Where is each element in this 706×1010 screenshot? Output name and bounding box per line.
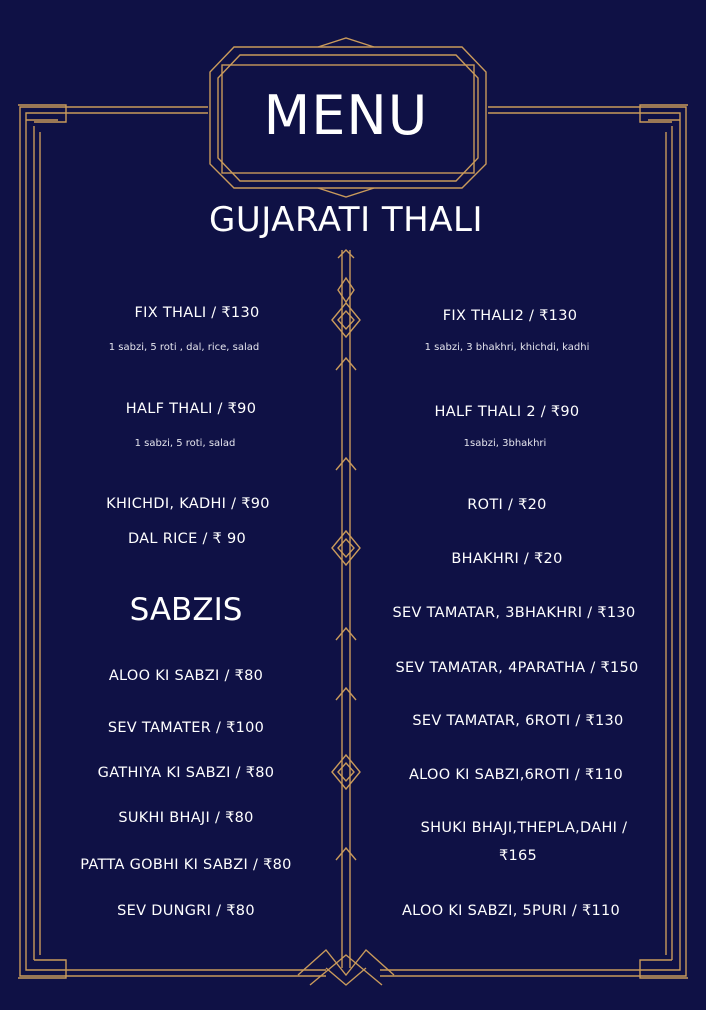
menu-item-name: FIX THALI / ₹130 — [134, 305, 260, 321]
menu-item-price: ₹165 — [498, 848, 538, 864]
menu-item-name: ALOO KI SABZI, 5PURI / ₹110 — [401, 903, 621, 919]
menu-item-name: BHAKHRI / ₹20 — [451, 551, 563, 567]
menu-item-name: SEV TAMATAR, 3BHAKHRI / ₹130 — [392, 605, 636, 621]
sabzi-item: GATHIYA KI SABZI / ₹80 — [97, 765, 275, 781]
sabzis-title: SABZIS — [129, 592, 243, 628]
menu-title: MENU — [263, 84, 429, 147]
menu-item-name: ALOO KI SABZI,6ROTI / ₹110 — [408, 767, 624, 783]
menu-item-name: DAL RICE / ₹ 90 — [127, 531, 247, 547]
menu-item-name: FIX THALI2 / ₹130 — [442, 308, 578, 324]
menu-item-desc: 1 sabzi, 5 roti, salad — [134, 438, 236, 449]
menu-item-name: SHUKI BHAJI,THEPLA,DAHI / — [420, 820, 628, 836]
menu-item-name: ROTI / ₹20 — [467, 497, 547, 513]
sabzi-item: SEV TAMATER / ₹100 — [107, 720, 265, 736]
sabzi-item: SUKHI BHAJI / ₹80 — [118, 810, 254, 826]
sabzi-item: ALOO KI SABZI / ₹80 — [108, 668, 264, 684]
menu-item-name: SEV TAMATAR, 4PARATHA / ₹150 — [395, 660, 639, 676]
section-title: GUJARATI THALI — [209, 200, 483, 240]
menu-item-name: HALF THALI 2 / ₹90 — [434, 404, 580, 420]
menu-item-desc: 1 sabzi, 3 bhakhri, khichdi, kadhi — [424, 342, 590, 353]
menu-item-name: KHICHDI, KADHI / ₹90 — [106, 496, 270, 512]
menu-item-desc: 1 sabzi, 5 roti , dal, rice, salad — [108, 342, 260, 353]
menu-item-name: SEV TAMATAR, 6ROTI / ₹130 — [412, 713, 624, 729]
menu-item-name: HALF THALI / ₹90 — [125, 401, 257, 417]
menu-item-desc: 1sabzi, 3bhakhri — [463, 438, 547, 449]
sabzi-item: PATTA GOBHI KI SABZI / ₹80 — [80, 857, 292, 873]
sabzi-item: SEV DUNGRI / ₹80 — [117, 903, 255, 919]
